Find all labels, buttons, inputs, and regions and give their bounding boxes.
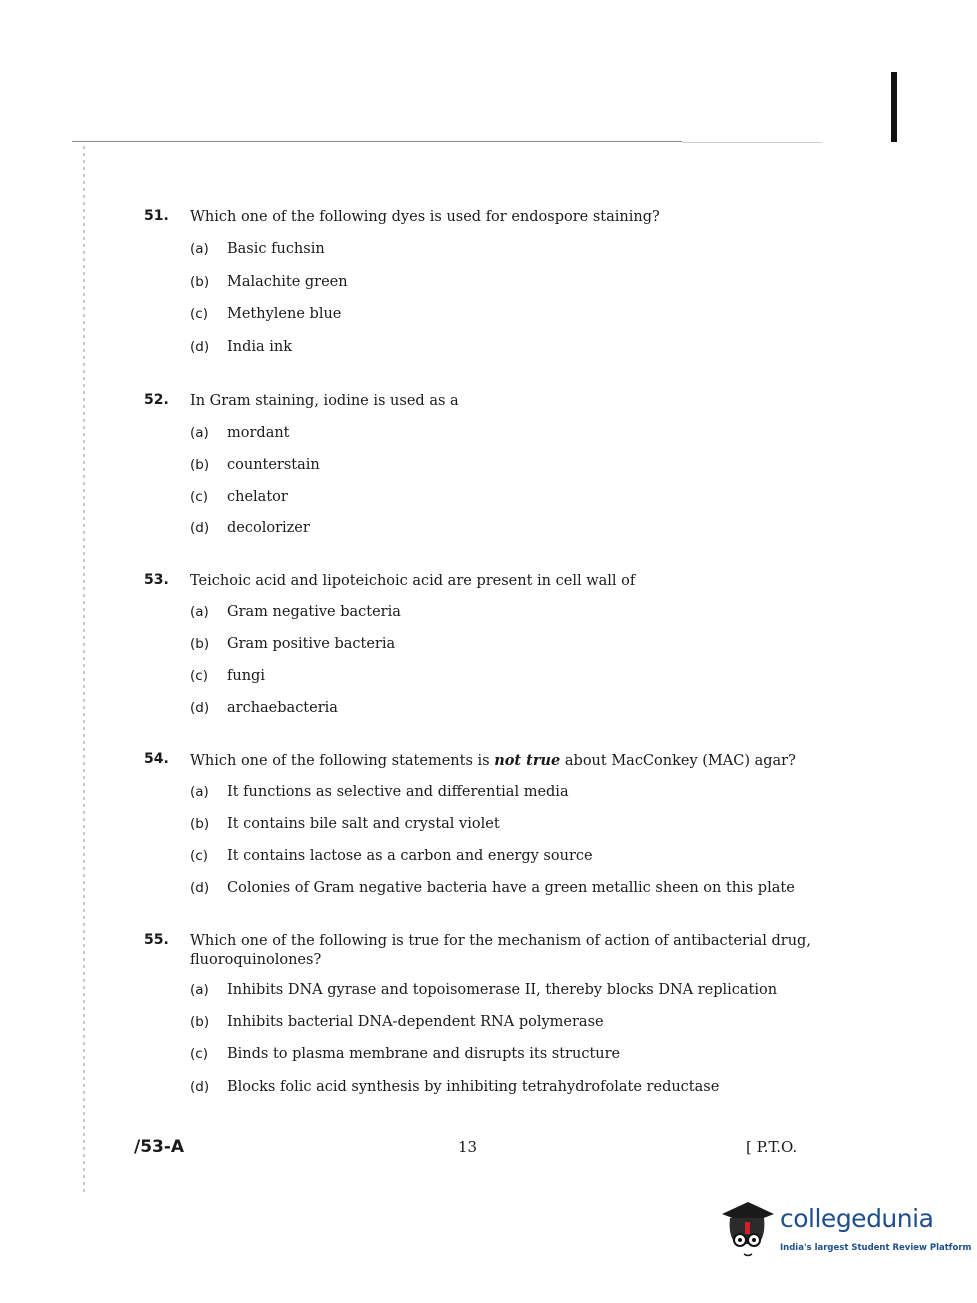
question-text-start: Which one of the following statements is — [190, 753, 490, 769]
question-text: In Gram staining, iodine is used as a — [190, 393, 459, 409]
option-text: It functions as selective and differential media — [227, 784, 569, 800]
booklet-code: /53-A — [134, 1137, 185, 1157]
question-number: 51. — [144, 208, 169, 224]
option-label: (d) — [190, 1079, 210, 1095]
option-label: (d) — [190, 339, 210, 355]
option-text: India ink — [227, 339, 293, 355]
option-label: (b) — [190, 274, 210, 290]
option-text: Methylene blue — [227, 306, 342, 322]
option-text: fungi — [227, 668, 265, 684]
option-label: (b) — [190, 816, 210, 832]
option-label: (a) — [190, 604, 209, 620]
option-text: mordant — [227, 425, 290, 441]
option-label: (c) — [190, 848, 208, 864]
scan-edge-mark — [891, 72, 897, 142]
option-label: (b) — [190, 457, 210, 473]
option-text: Inhibits DNA gyrase and topoisomerase II, thereby blocks DNA replication — [227, 982, 778, 998]
option-label: (c) — [190, 489, 208, 505]
question-number: 53. — [144, 572, 169, 588]
question-number: 52. — [144, 392, 169, 408]
option-label: (c) — [190, 668, 208, 684]
brand-name: collegedunia — [780, 1204, 934, 1233]
question-text-emphasis: not true — [494, 752, 561, 769]
page-number: 13 — [458, 1138, 478, 1156]
option-text: Gram negative bacteria — [227, 604, 401, 620]
question-number: 55. — [144, 932, 169, 948]
option-text: Malachite green — [227, 274, 348, 290]
option-label: (c) — [190, 1046, 208, 1062]
option-text: Binds to plasma membrane and disrupts its structure — [227, 1046, 621, 1062]
option-label: (a) — [190, 425, 209, 441]
top-rule-faint — [682, 142, 822, 143]
option-label: (a) — [190, 241, 209, 257]
question-text: Which one of the following is true for the mechanism of action of antibacterial drug, fluoroquinolones? — [190, 933, 811, 968]
question-text: Teichoic acid and lipoteichoic acid are present in cell wall of — [190, 573, 636, 589]
please-turn-over: [ P.T.O. — [746, 1138, 798, 1156]
option-label: (d) — [190, 520, 210, 536]
option-text: Gram positive bacteria — [227, 636, 396, 652]
top-rule — [72, 141, 682, 142]
option-text: It contains lactose as a carbon and energy source — [227, 848, 593, 864]
option-label: (d) — [190, 700, 210, 716]
option-label: (a) — [190, 982, 209, 998]
option-text: It contains bile salt and crystal violet — [227, 816, 500, 832]
option-label: (b) — [190, 1014, 210, 1030]
option-text: Colonies of Gram negative bacteria have a green metallic sheen on this plate — [227, 880, 795, 896]
option-label: (c) — [190, 306, 208, 322]
student-mascot-icon — [718, 1196, 776, 1258]
scan-left-margin — [83, 146, 85, 1196]
option-text: counterstain — [227, 457, 320, 473]
question-text-end: about MacConkey (MAC) agar? — [564, 753, 796, 769]
question-text: Which one of the following dyes is used for endospore staining? — [190, 209, 660, 225]
option-label: (d) — [190, 880, 210, 896]
option-text: Inhibits bacterial DNA-dependent RNA polymerase — [227, 1014, 604, 1030]
question-text — [190, 751, 820, 771]
collegedunia-watermark — [718, 1196, 972, 1266]
option-text: Blocks folic acid synthesis by inhibiting tetrahydrofolate reductase — [227, 1079, 720, 1095]
option-text: Basic fuchsin — [227, 241, 325, 257]
brand-tagline: India's largest Student Review Platform — [780, 1243, 972, 1253]
option-label: (b) — [190, 636, 210, 652]
option-text: archaebacteria — [227, 700, 338, 716]
option-label: (a) — [190, 784, 209, 800]
question-number: 54. — [144, 751, 169, 767]
option-text: decolorizer — [227, 520, 310, 536]
option-text: chelator — [227, 489, 288, 505]
